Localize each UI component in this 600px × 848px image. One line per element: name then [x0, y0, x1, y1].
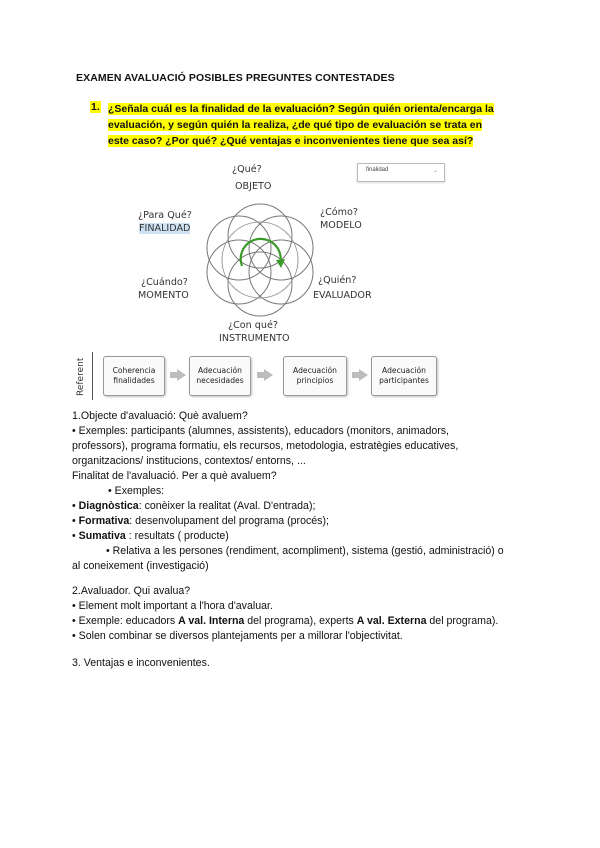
- label-quien-question: ¿Quién?: [318, 275, 357, 286]
- body-line-diagnostica: • Diagnòstica: conèixer la realitat (Aval. D'entrada);: [72, 500, 316, 512]
- body-line-element: • Element molt important a l'hora d'avaluar.: [72, 600, 273, 612]
- flow-box-necesidades: [189, 356, 251, 396]
- search-box[interactable]: [357, 163, 445, 182]
- cycle-arrowhead-icon: [276, 259, 285, 268]
- label-que-question: ¿Qué?: [232, 164, 262, 175]
- flow-box-2-line1: Adecuación: [198, 366, 242, 375]
- flow-box-3-line1: Adecuación: [293, 366, 337, 375]
- label-modelo: MODELO: [320, 220, 362, 231]
- body-line-avaluador: 2.Avaluador. Qui avalua?: [72, 585, 191, 597]
- petal-circle-upper-left: [207, 216, 271, 280]
- flow-box-3-line2: principios: [296, 376, 334, 385]
- flow-box-4-line2: participantes: [379, 376, 429, 385]
- body-line-professors: professors), programa formatiu, els recursos, metodologia, estratègies educatives,: [72, 440, 459, 452]
- dropdown-arrow-icon: ⌄: [432, 168, 438, 174]
- label-evaluador: EVALUADOR: [313, 290, 372, 301]
- search-text: finalidad: [366, 167, 389, 173]
- flow-box-2-line2: necesidades: [196, 376, 244, 385]
- label-como-question: ¿Cómo?: [320, 207, 358, 218]
- term-aval-externa: A val. Externa: [356, 615, 427, 627]
- body-line-exemple-educadors: • Exemple: educadors A val. Interna del programa), experts A val. Externa del programa).: [72, 615, 499, 627]
- term-sumativa: Sumativa: [78, 530, 126, 542]
- body-line-relativa: • Relativa a les persones (rendiment, acompliment), sistema (gestió, administració) o: [106, 545, 504, 557]
- question-line-3: este caso? ¿Por qué? ¿Qué ventajas e inconvenientes tiene que sea así?: [108, 135, 474, 147]
- petal-circle-lower-left: [207, 240, 271, 304]
- petal-circle-upper-right: [249, 216, 313, 280]
- label-instrumento: INSTRUMENTO: [219, 333, 290, 344]
- label-conque-question: ¿Con qué?: [228, 320, 278, 331]
- body-line-organitzacions: organitzacions/ institucions, contextos/ entorns, ...: [72, 455, 306, 467]
- question-line-1: ¿Señala cuál es la finalidad de la evaluación? Según quién orienta/encarga la: [108, 103, 494, 115]
- label-paraque-question: ¿Para Qué?: [138, 210, 192, 221]
- flow-box-4-line1: Adecuación: [382, 366, 426, 375]
- body-line-exemples-2: • Exemples:: [108, 485, 165, 497]
- referent-divider: [92, 352, 93, 400]
- flow-box-1-line1: Coherencia: [112, 366, 156, 375]
- flow-arrow-1-icon: [170, 369, 186, 381]
- flow-arrow-2-icon: [257, 369, 273, 381]
- petal-circle-center: [222, 222, 298, 298]
- term-formativa: Formativa: [78, 515, 130, 527]
- body-line-finalitat: Finalitat de l'avaluació. Per a què avaluem?: [72, 470, 277, 482]
- flow-box-coherencia: [103, 356, 165, 396]
- document-title: EXAMEN AVALUACIÓ POSIBLES PREGUNTES CONTESTADES: [76, 72, 395, 84]
- term-aval-interna: A val. Interna: [178, 615, 245, 627]
- label-cuando-question: ¿Cuándo?: [141, 277, 188, 288]
- referent-label: Referent: [76, 357, 86, 397]
- body-line-ventajas: 3. Ventajas e inconvenientes.: [72, 657, 210, 669]
- body-line-exemples: • Exemples: participants (alumnes, assistents), educadors (monitors, animadors,: [72, 425, 449, 437]
- body-line-coneixement: al coneixement (investigació): [72, 560, 209, 572]
- petal-circle-lower-right: [249, 240, 313, 304]
- flow-box-participantes: [371, 356, 437, 396]
- label-finalidad: FINALIDAD: [139, 223, 191, 234]
- body-line-objecte: 1.Objecte d'avaluació: Què avaluem?: [72, 410, 248, 422]
- question-number: 1.: [91, 101, 100, 113]
- body-line-sumativa: • Sumativa : resultats ( producte): [72, 530, 229, 542]
- body-line-formativa: • Formativa: desenvolupament del programa (procés);: [72, 515, 329, 527]
- label-momento: MOMENTO: [138, 290, 189, 301]
- flow-box-1-line2: finalidades: [113, 376, 155, 385]
- evaluation-flower-diagram: [190, 190, 330, 330]
- question-line-2: evaluación, y según quién la realiza, ¿de qué tipo de evaluación se trata en: [108, 119, 483, 131]
- flow-box-principios: [283, 356, 347, 396]
- body-line-solen: • Solen combinar se diversos plantejaments per a millorar l'objectivitat.: [72, 630, 403, 642]
- label-objeto: OBJETO: [235, 181, 272, 192]
- question-text: [108, 101, 528, 149]
- flow-arrow-3-icon: [352, 369, 368, 381]
- term-diagnostica: Diagnòstica: [78, 500, 139, 512]
- petal-circle-top: [228, 204, 292, 268]
